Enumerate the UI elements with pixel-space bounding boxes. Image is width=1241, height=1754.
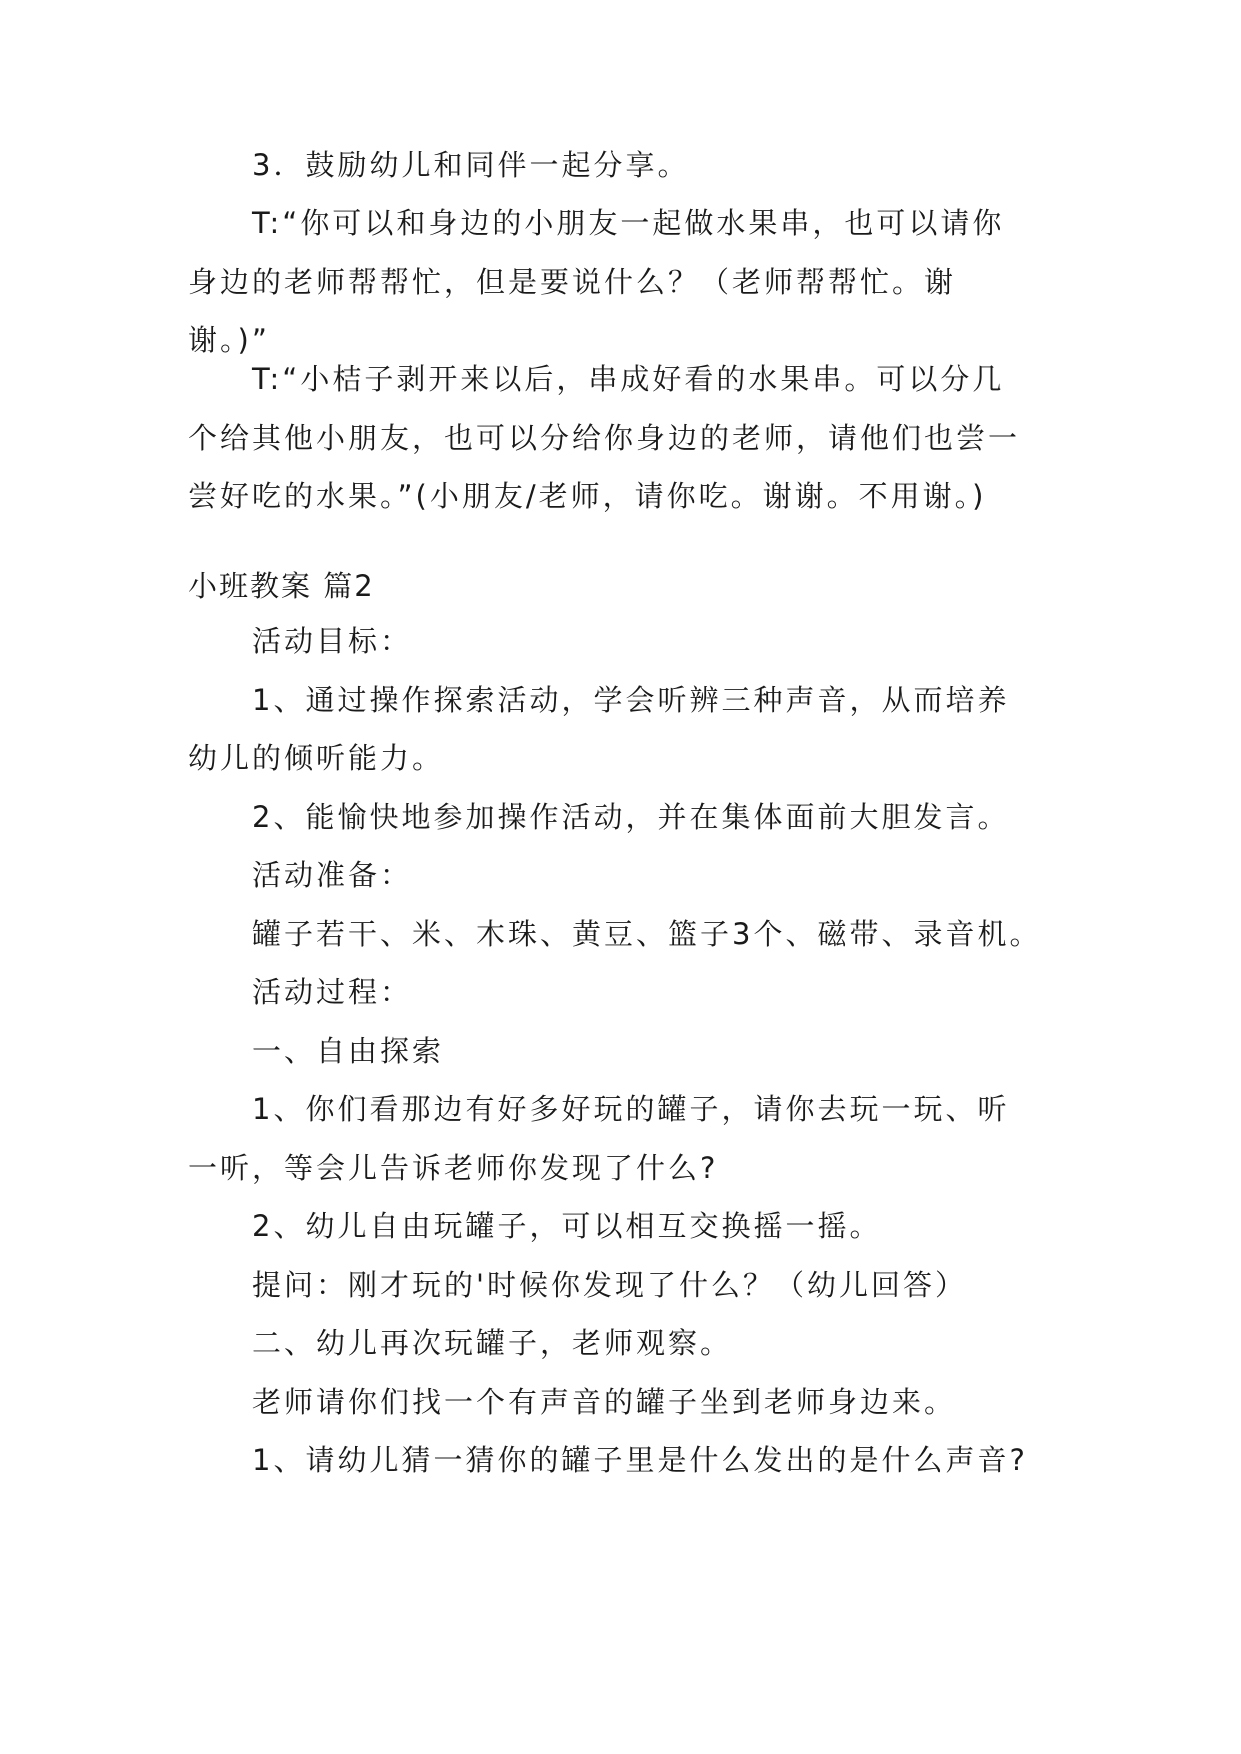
text-line: T:“小桔子剥开来以后，串成好看的水果串。可以分几 (252, 362, 1005, 396)
prep-title: 活动准备： (252, 858, 413, 892)
text-line: 个给其他小朋友，也可以分给你身边的老师，请他们也尝一 (188, 420, 1021, 455)
step-2-title: 二、幼儿再次玩罐子，老师观察。 (252, 1326, 733, 1360)
paragraph-orange (188, 350, 1058, 526)
step-1-title: 一、自由探索 (252, 1033, 445, 1068)
goal-1-line: 1、通过操作探索活动，学会听辨三种声音，从而培养 (252, 682, 1010, 717)
prep-materials: 罐子若干、米、木珠、黄豆、篮子3个、磁带、录音机。 (252, 916, 1042, 951)
goals-title: 活动目标： (252, 624, 413, 658)
paragraph-fruit-skewer (188, 194, 1058, 370)
paragraph-share (188, 136, 1058, 195)
process-title: 活动过程： (252, 975, 413, 1009)
step-1-2: 2、幼儿自由玩罐子，可以相互交换摇一摇。 (252, 1209, 882, 1243)
goal-1-line: 幼儿的倾听能力。 (188, 741, 445, 775)
step-1-1-line: 1、你们看那边有好多好玩的罐子，请你去玩一玩、听 (252, 1092, 1010, 1126)
text-line: 尝好吃的水果。”(小朋友/老师，请你吃。谢谢。不用谢。) (188, 479, 987, 513)
section-heading (188, 557, 1058, 616)
text-line: 谢。)” (188, 323, 270, 357)
text-line: 身边的老师帮帮忙，但是要说什么？（老师帮帮忙。谢 (188, 264, 957, 299)
heading-text: 小班教案 篇2 (188, 569, 375, 603)
step-2-1: 1、请幼儿猜一猜你的罐子里是什么发出的是什么声音? (252, 1443, 1028, 1477)
text-line: T:“你可以和身边的小朋友一起做水果串，也可以请你 (252, 206, 1005, 240)
question: 提问：刚才玩的'时候你发现了什么？（幼儿回答） (252, 1267, 967, 1302)
text-line: 3．鼓励幼儿和同伴一起分享。 (252, 148, 690, 182)
step-2-intro: 老师请你们找一个有声音的罐子坐到老师身边来。 (252, 1384, 957, 1419)
step-1-1-line: 一听，等会儿告诉老师你发现了什么? (188, 1150, 719, 1185)
goal-2: 2、能愉快地参加操作活动，并在集体面前大胆发言。 (252, 799, 1010, 834)
lesson-body (188, 612, 1058, 1490)
